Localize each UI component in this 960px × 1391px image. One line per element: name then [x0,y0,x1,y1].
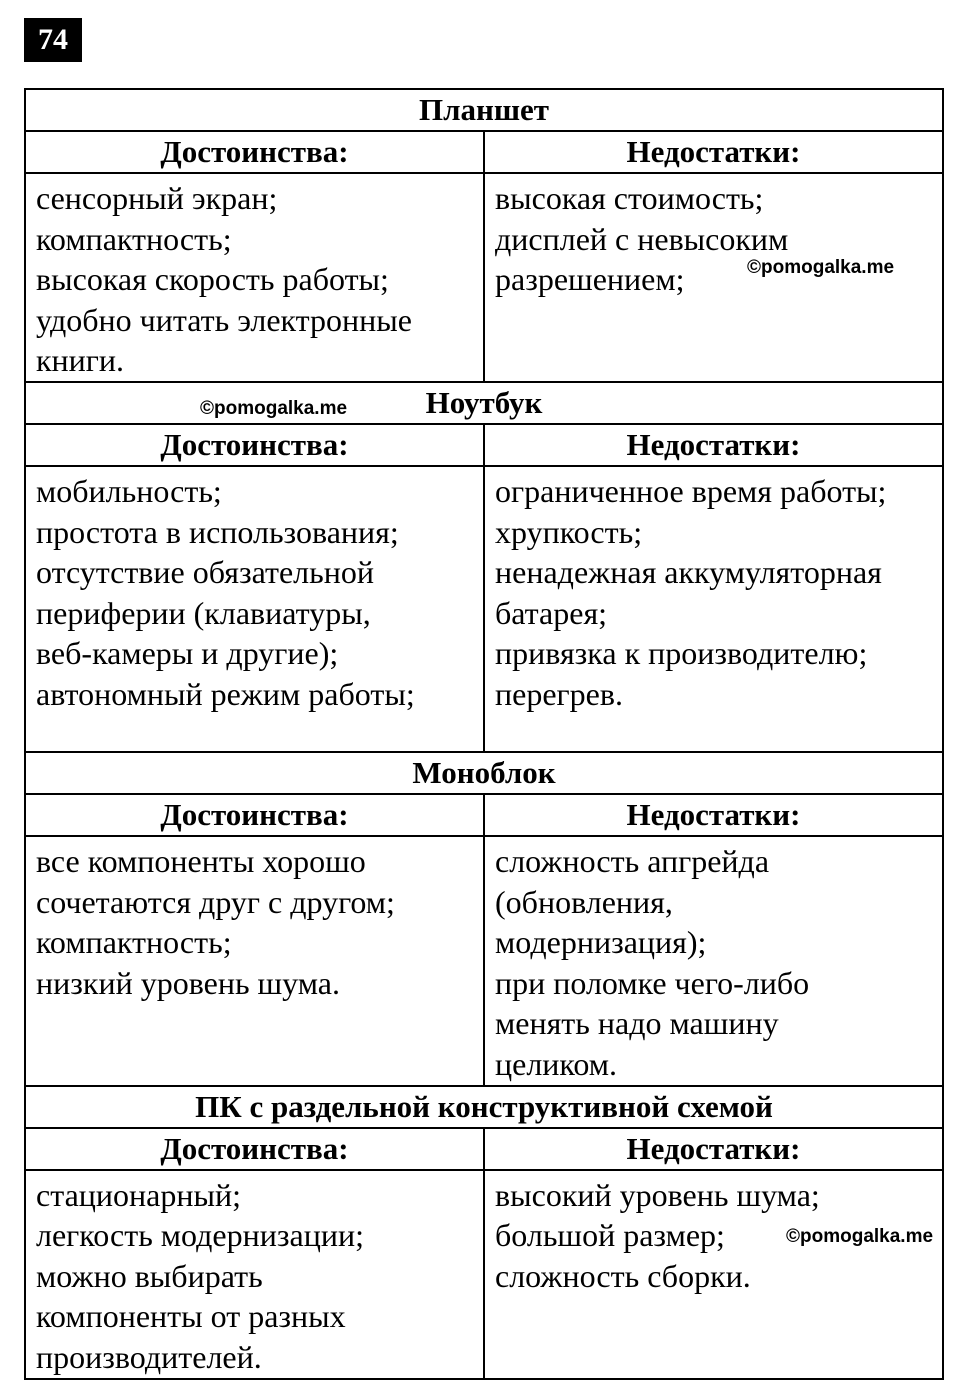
list-item: ограниченное время работы; [495,472,887,509]
list-item: менять надо машину [495,1005,779,1042]
watermark: ©pomogalka.me [200,398,348,419]
list-item: при поломке чего-либо [495,964,810,1001]
list-item: хрупкость; [495,513,643,550]
list-item: большой размер; [495,1217,725,1254]
cons-header: Недостатки: [484,1128,943,1170]
list-item: производителей. [36,1338,262,1375]
cons-list [484,836,943,1086]
pros-list [25,836,484,1086]
section-title: Моноблок [25,752,943,794]
list-item: низкий уровень шума. [36,964,340,1001]
list-item: компоненты от разных [36,1298,346,1335]
list-item: высокая скорость работы; [36,261,389,298]
list-item: высокий уровень шума; [495,1176,820,1213]
list-item: компактность; [36,924,232,961]
list-item: все компоненты хорошо [36,842,366,879]
list-item: перегрев. [495,675,623,712]
cons-list [484,1170,943,1379]
pros-header: Достоинства: [25,1128,484,1170]
list-item: дисплей с невысоким [495,220,789,257]
list-item: веб-камеры и другие); [36,635,339,672]
list-item: компактность; [36,220,232,257]
list-item: мобильность; [36,472,222,509]
cons-header: Недостатки: [484,794,943,836]
list-item: стационарный; [36,1176,241,1213]
list-item: сенсорный экран; [36,180,278,216]
pros-list [25,173,484,382]
list-item: ненадежная аккумуляторная [495,554,882,591]
list-item: автономный режим работы; [36,675,415,712]
cons-header: Недостатки: [484,131,943,173]
list-item: периферии (клавиатуры, [36,594,371,631]
pros-list [25,466,484,752]
list-item: модернизация); [495,924,707,961]
list-item: целиком. [495,1045,617,1082]
cons-list [484,466,943,752]
list-item: (обновления, [495,883,673,920]
pros-header: Достоинства: [25,131,484,173]
list-item: отсутствие обязательной [36,554,374,591]
list-item: удобно читать электронные [36,301,412,338]
pros-header: Достоинства: [25,424,484,466]
list-item: сочетаются друг с другом; [36,883,395,920]
list-item: батарея; [495,594,608,631]
pros-list [25,1170,484,1379]
list-item: сложность апгрейда [495,842,770,879]
list-item: можно выбирать [36,1257,263,1294]
list-item: легкость модернизации; [36,1217,364,1254]
section-title: Планшет [25,89,943,131]
page-number: 74 [24,18,82,62]
section-title: Ноутбук [25,382,943,424]
list-item: книги. [36,342,125,379]
pros-header: Достоинства: [25,794,484,836]
watermark: ©pomogalka.me [747,257,895,278]
list-item: разрешением; [495,261,685,298]
watermark: ©pomogalka.me [786,1226,934,1247]
comparison-table [24,88,944,1380]
list-item: простота в использования; [36,513,399,550]
cons-header: Недостатки: [484,424,943,466]
list-item: сложность сборки. [495,1257,751,1294]
section-title: ПК с раздельной конструктивной схемой [25,1086,943,1128]
list-item: высокая стоимость; [495,180,764,216]
list-item: привязка к производителю; [495,635,868,672]
